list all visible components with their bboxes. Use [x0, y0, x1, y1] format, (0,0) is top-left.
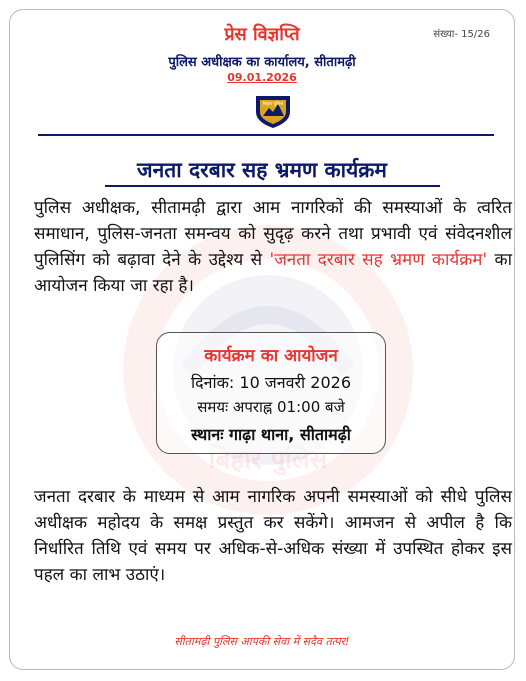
serial-number: संख्या- 15/26	[433, 29, 490, 40]
program-name-highlight: 'जनता दरबार सह भ्रमण कार्यक्रम'	[269, 250, 488, 270]
header-divider	[38, 134, 494, 136]
intro-paragraph	[34, 195, 512, 299]
event-heading: कार्यक्रम का आयोजन	[204, 346, 338, 366]
press-release-frame	[9, 9, 515, 670]
appeal-paragraph: जनता दरबार के माध्यम से आम नागरिक अपनी समस्याओं को सीधे पुलिस अधीक्षक महोदय के समक्ष प्रस्तुत कर सकेंगे। आमजन से अपील है कि निर्धारित तिथि एवं समय पर अधिक-से-अधिक संख्या में उपस्थित होकर इस पहल का लाभ उठाएं।	[34, 487, 512, 585]
intro-text: पुलिस अधीक्षक, सीतामढ़ी द्वारा आम नागरिकों की समस्याओं के त्वरित समाधान, पुलिस-जनता समन्वय को सुदृढ़ करने तथा प्रभावी एवं संवेदनशील पुलिसिंग को बढ़ावा देने के उद्देश्य से	[34, 198, 512, 270]
footer-tagline: सीतामढ़ी पुलिस आपकी सेवा में सदैव तत्पर!	[174, 635, 350, 648]
office-name: पुलिस अधीक्षक का कार्यालय, सीतामढ़ी	[168, 55, 356, 70]
event-details-box	[156, 332, 386, 454]
watermark-text: बिहार पुलिस	[208, 445, 328, 475]
logo-text: बिहार पुलिस	[262, 102, 284, 107]
event-time: समयः अपराह्न 01:00 बजे	[197, 398, 345, 416]
release-date: 09.01.2026	[227, 71, 297, 84]
intro-end: का आयोजन किया जा रहा है।	[34, 250, 512, 296]
title-underline	[105, 185, 440, 187]
event-date: दिनांक: 10 जनवरी 2026	[190, 373, 351, 392]
press-release-label: प्रेस विज्ञप्ति	[224, 24, 300, 45]
page-title: जनता दरबार सह भ्रमण कार्यक्रम	[137, 158, 387, 182]
event-place: स्थानः गाढ़ा थाना, सीतामढ़ी	[191, 425, 351, 444]
bihar-police-logo	[250, 90, 296, 130]
